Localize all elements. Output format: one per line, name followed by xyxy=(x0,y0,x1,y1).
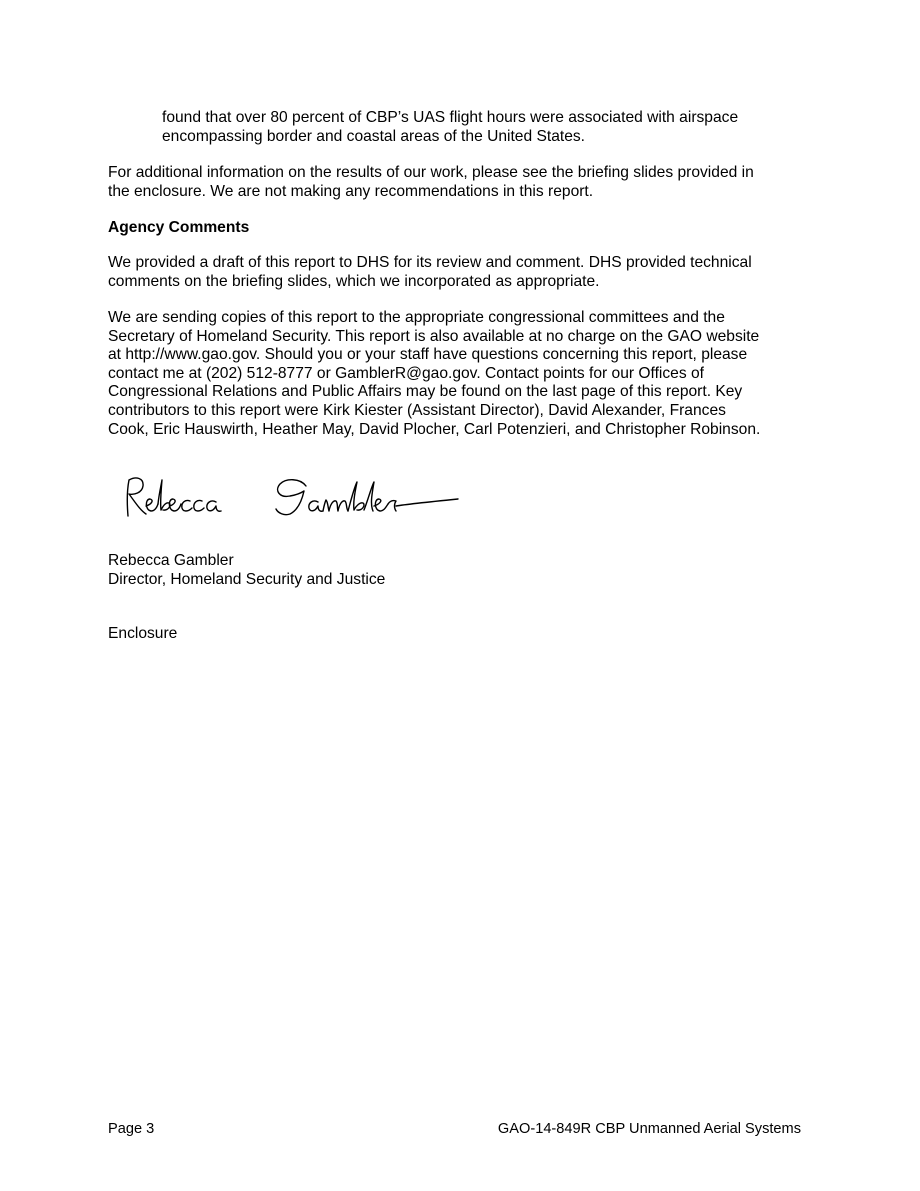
text-line: found that over 80 percent of CBP’s UAS flight hours were associated with airspace xyxy=(162,109,739,126)
text-line: at http://www.gao.gov. Should you or your staff have questions concerning this report, please xyxy=(108,346,748,364)
text-line: contact me at (202) 512-8777 or GamblerR@gao.gov. Contact points for our Offices of xyxy=(108,364,704,382)
text-line: We provided a draft of this report to DHS for its review and comment. DHS provided technical xyxy=(108,254,752,271)
text-line: We are sending copies of this report to the appropriate congressional committees and the xyxy=(108,309,725,326)
report-identifier: GAO-14-849R CBP Unmanned Aerial Systems xyxy=(497,1121,801,1137)
additional-info-paragraph xyxy=(108,164,820,201)
text-line: encompassing border and coastal areas of the United States. xyxy=(162,127,586,145)
continuation-paragraph xyxy=(162,109,812,146)
agency-comments-paragraph xyxy=(108,254,820,291)
signatory-name: Rebecca Gambler xyxy=(108,552,234,569)
text-line: contributors to this report were Kirk Kiester (Assistant Director), David Alexander, Frances xyxy=(108,401,726,419)
text-line: Cook, Eric Hauswirth, Heather May, David Plocher, Carl Potenzieri, and Christopher Robinson. xyxy=(108,420,761,438)
handwritten-signature xyxy=(118,466,478,526)
signatory-block xyxy=(108,552,820,589)
page-number: Page 3 xyxy=(108,1121,155,1137)
copies-paragraph xyxy=(108,309,820,439)
text-line: Secretary of Homeland Security. This report is also available at no charge on the GAO website xyxy=(108,327,760,345)
agency-comments-heading: Agency Comments xyxy=(108,219,250,236)
enclosure-label: Enclosure xyxy=(108,625,178,642)
text-line: For additional information on the results of our work, please see the briefing slides provided in xyxy=(108,164,754,181)
signatory-title: Director, Homeland Security and Justice xyxy=(108,570,386,588)
text-line: the enclosure. We are not making any recommendations in this report. xyxy=(108,182,594,200)
text-line: comments on the briefing slides, which we incorporated as appropriate. xyxy=(108,272,600,290)
text-line: Congressional Relations and Public Affairs may be found on the last page of this report. Key xyxy=(108,383,743,401)
